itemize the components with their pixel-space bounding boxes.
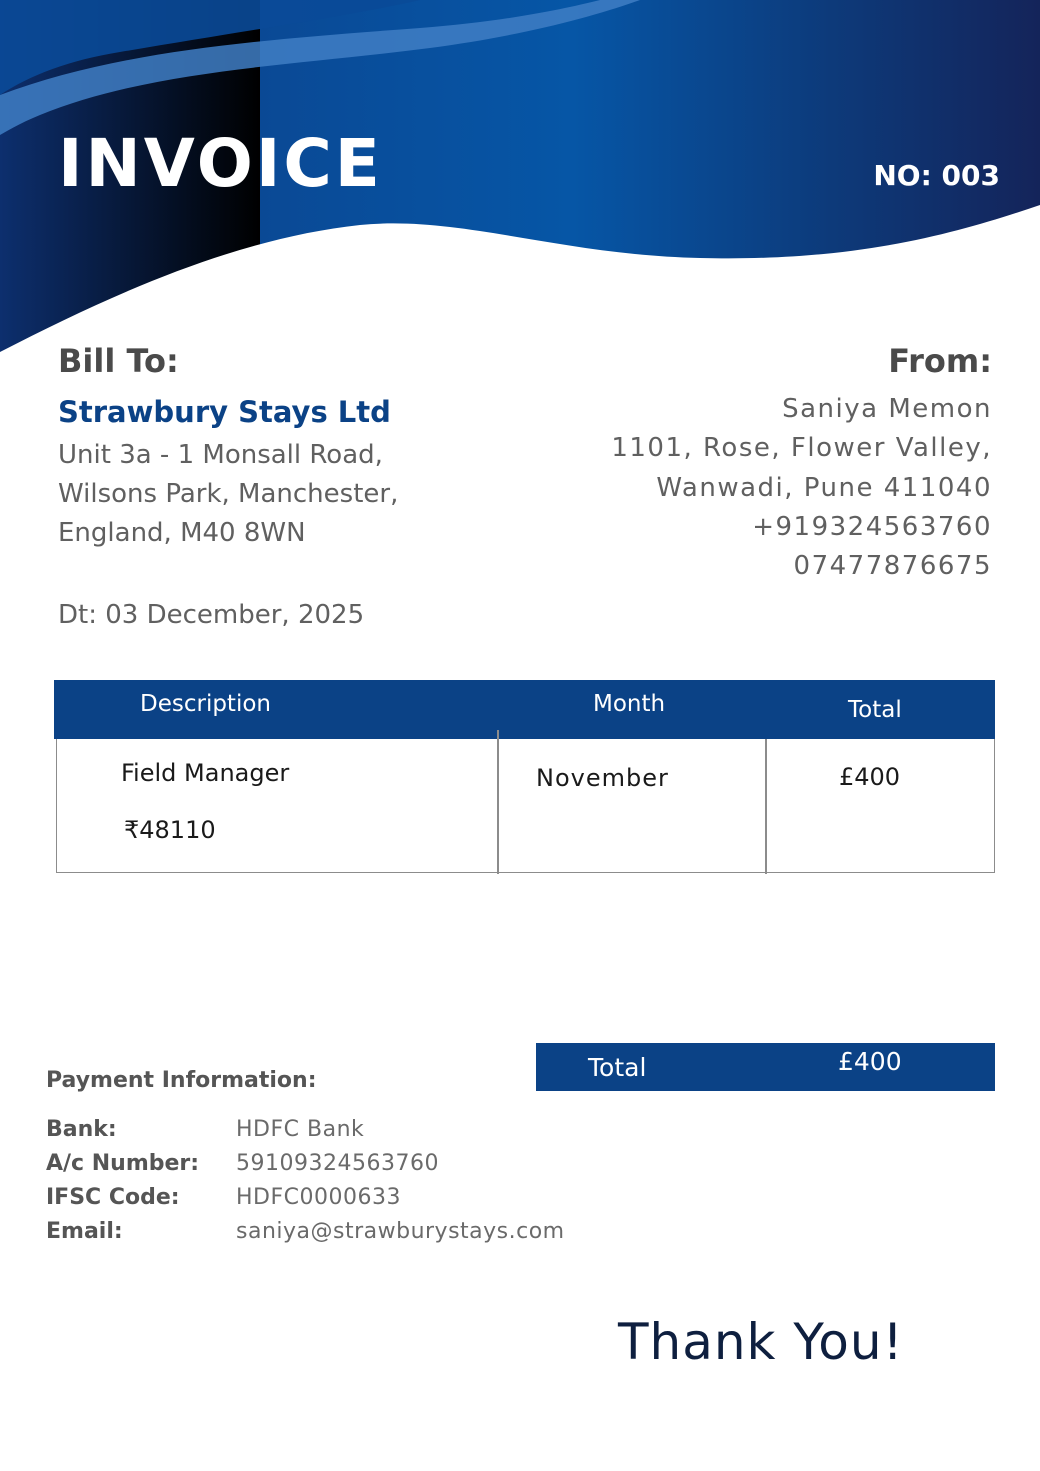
payment-value: 59109324563760 <box>236 1151 439 1176</box>
column-header-description: Description <box>140 691 271 717</box>
cell-total: £400 <box>839 763 901 791</box>
column-divider <box>765 739 767 874</box>
bill-to-label: Bill To: <box>58 342 179 380</box>
payment-email-value: saniya@strawburystays.com <box>236 1219 565 1244</box>
payment-value: HDFC Bank <box>236 1117 365 1142</box>
cell-description-amount: ₹48110 <box>124 816 216 844</box>
payment-label: Bank: <box>46 1117 117 1142</box>
payment-label: IFSC Code: <box>46 1185 180 1210</box>
address-line: Unit 3a - 1 Monsall Road, <box>58 440 383 470</box>
payment-value: HDFC0000633 <box>236 1185 401 1210</box>
from-phone: 07477876675 <box>793 551 992 582</box>
payment-label: A/c Number: <box>46 1151 200 1176</box>
grand-total-value: £400 <box>838 1047 902 1076</box>
address-line: England, M40 8WN <box>58 518 306 548</box>
payment-info-title: Payment Information: <box>46 1068 317 1093</box>
from-phone: +919324563760 <box>752 511 992 542</box>
from-label: From: <box>888 342 992 380</box>
from-address-line: 1101, Rose, Flower Valley, <box>611 433 992 464</box>
bill-to-company: Strawbury Stays Ltd <box>58 395 391 429</box>
cell-description: Field Manager <box>121 759 290 787</box>
bill-to-address <box>58 436 398 553</box>
invoice-number: NO: 003 <box>873 159 1000 192</box>
invoice-date: Dt: 03 December, 2025 <box>58 600 365 630</box>
items-table <box>54 680 995 874</box>
table-header <box>54 680 995 739</box>
grand-total-label: Total <box>588 1053 647 1082</box>
column-header-total: Total <box>848 697 902 723</box>
payment-label: Email: <box>46 1219 123 1244</box>
cell-month: November <box>536 764 669 792</box>
grand-total-bar <box>536 1043 995 1091</box>
column-header-month: Month <box>593 691 666 717</box>
from-details <box>611 390 992 586</box>
column-divider <box>497 730 499 874</box>
from-name: Saniya Memon <box>782 394 992 424</box>
invoice-title: INVOICE <box>58 125 383 202</box>
from-address-line: Wanwadi, Pune 411040 <box>656 472 992 503</box>
address-line: Wilsons Park, Manchester, <box>58 479 399 509</box>
thank-you-message: Thank You! <box>618 1313 904 1371</box>
